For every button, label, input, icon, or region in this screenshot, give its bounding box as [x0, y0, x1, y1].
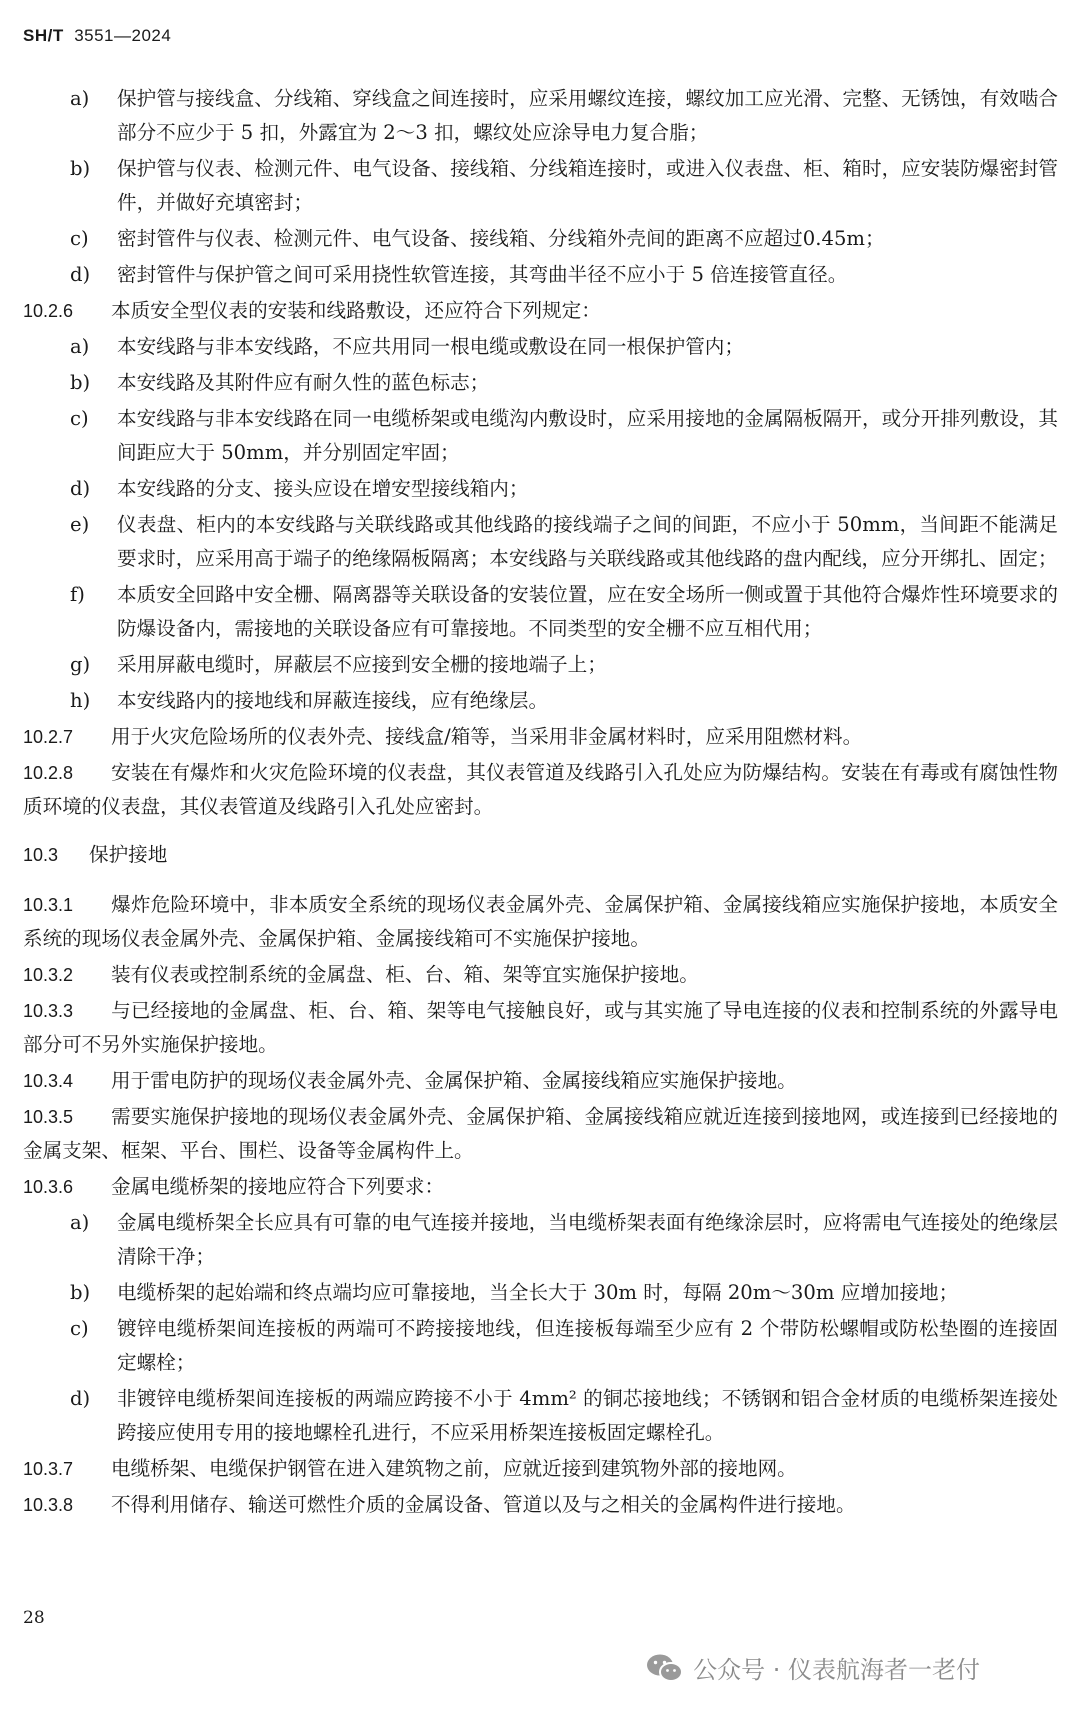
clause [23, 1064, 1058, 1098]
section-heading [23, 838, 1058, 872]
list-item-label: e) [70, 513, 90, 536]
list-item-text: 电缆桥架的起始端和终点端均应可靠接地，当全长大于 30m 时，每隔 20m～30m 应增加接地； [117, 1281, 959, 1304]
list-item [23, 1312, 1058, 1380]
list-item [23, 508, 1058, 576]
list-item-label: d) [70, 477, 91, 500]
section-title: 保护接地 [89, 843, 168, 866]
list-item-text: 镀锌电缆桥架间连接板的两端可不跨接接地线，但连接板每端至少应有 2 个带防松螺帽或防松垫圈的连接固定螺栓； [117, 1317, 1058, 1374]
list-item-label: b) [70, 157, 91, 180]
clause [23, 1100, 1058, 1168]
list-item-label: c) [70, 407, 89, 430]
list-item [23, 1276, 1058, 1310]
list-item [23, 648, 1058, 682]
clause-text: 与已经接地的金属盘、柜、台、箱、架等电气接触良好，或与其实施了导电连接的仪表和控制系统的外露导电部分可不另外实施保护接地。 [23, 999, 1058, 1056]
list-item-text: 保护管与仪表、检测元件、电气设备、接线箱、分线箱连接时，或进入仪表盘、柜、箱时，应安装防爆密封管件，并做好充填密封； [117, 157, 1058, 214]
list-item-text: 本安线路及其附件应有耐久性的蓝色标志； [117, 371, 490, 394]
clause-number: 10.3.3 [23, 1001, 74, 1021]
list-item-text: 保护管与接线盒、分线箱、穿线盒之间连接时，应采用螺纹连接，螺纹加工应光滑、完整、无锈蚀，有效啮合部分不应少于 5 扣，外露宜为 2～3 扣，螺纹处应涂导电力复合脂； [117, 87, 1058, 144]
list-item-label: c) [70, 1317, 89, 1340]
clause-text: 用于火灾危险场所的仪表外壳、接线盒/箱等，当采用非金属材料时，应采用阻燃材料。 [111, 725, 863, 748]
list-item [23, 82, 1058, 150]
list-item [23, 684, 1058, 718]
list-item-label: a) [70, 1211, 90, 1234]
standard-number: 3551—2024 [74, 26, 172, 45]
list-item-text: 密封管件与仪表、检测元件、电气设备、接线箱、分线箱外壳间的距离不应超过0.45m； [117, 227, 885, 250]
clause-number: 10.3.7 [23, 1459, 74, 1479]
clause [23, 294, 1058, 328]
clause-text: 需要实施保护接地的现场仪表金属外壳、金属保护箱、金属接线箱应就近连接到接地网，或连接到已经接地的金属支架、框架、平台、围栏、设备等金属构件上。 [23, 1105, 1058, 1162]
document-header [23, 26, 171, 46]
list-item [23, 366, 1058, 400]
wechat-icon [645, 1652, 685, 1684]
list-item [23, 258, 1058, 292]
list-item [23, 1382, 1058, 1450]
clause-text: 金属电缆桥架的接地应符合下列要求： [111, 1175, 445, 1198]
list-item-text: 本安线路内的接地线和屏蔽连接线，应有绝缘层。 [117, 689, 549, 712]
standard-code: SH/T [23, 26, 64, 45]
list-item-label: c) [70, 227, 89, 250]
clause-text: 本质安全型仪表的安装和线路敷设，还应符合下列规定： [111, 299, 601, 322]
list-item-text: 非镀锌电缆桥架间连接板的两端应跨接不小于 4mm² 的铜芯接地线；不锈钢和铝合金材质的电缆桥架连接处跨接应使用专用的接地螺栓孔进行，不应采用桥架连接板固定螺栓孔。 [117, 1387, 1058, 1444]
clause-text: 用于雷电防护的现场仪表金属外壳、金属保护箱、金属接线箱应实施保护接地。 [111, 1069, 797, 1092]
list-item [23, 402, 1058, 470]
clause [23, 720, 1058, 754]
list-item [23, 1206, 1058, 1274]
clause [23, 994, 1058, 1062]
list-item [23, 472, 1058, 506]
list-item-text: 本安线路的分支、接头应设在增安型接线箱内； [117, 477, 529, 500]
list-item-label: h) [70, 689, 91, 712]
watermark-text: 公众号 · 仪表航海者一老付 [693, 1656, 980, 1684]
document-body [23, 82, 1058, 1524]
clause [23, 1170, 1058, 1204]
list-item [23, 222, 1058, 256]
clause [23, 888, 1058, 956]
clause-number: 10.3.5 [23, 1107, 74, 1127]
clause-text: 安装在有爆炸和火灾危险环境的仪表盘，其仪表管道及线路引入孔处应为防爆结构。安装在有毒或有腐蚀性物质环境的仪表盘，其仪表管道及线路引入孔处应密封。 [23, 761, 1058, 818]
list-item-label: b) [70, 371, 91, 394]
clause-text: 爆炸危险环境中，非本质安全系统的现场仪表金属外壳、金属保护箱、金属接线箱应实施保护接地，本质安全系统的现场仪表金属外壳、金属保护箱、金属接线箱可不实施保护接地。 [23, 893, 1058, 950]
clause-number: 10.2.7 [23, 727, 74, 747]
list-item-label: a) [70, 335, 90, 358]
clause-number: 10.3.8 [23, 1495, 74, 1515]
clause-number: 10.3.6 [23, 1177, 74, 1197]
clause-number: 10.3.2 [23, 965, 74, 985]
clause-text: 不得利用储存、输送可燃性介质的金属设备、管道以及与之相关的金属构件进行接地。 [111, 1493, 856, 1516]
list-item-label: f) [70, 583, 85, 606]
section-number: 10.3 [23, 845, 59, 865]
list-item-text: 金属电缆桥架全长应具有可靠的电气连接并接地，当电缆桥架表面有绝缘涂层时，应将需电气连接处的绝缘层清除干净； [117, 1211, 1058, 1268]
watermark [645, 1650, 980, 1685]
list-item-text: 密封管件与保护管之间可采用挠性软管连接，其弯曲半径不应小于 5 倍连接管直径。 [117, 263, 848, 286]
page-number: 28 [23, 1608, 45, 1628]
list-item-label: d) [70, 263, 91, 286]
clause [23, 756, 1058, 824]
clause [23, 1452, 1058, 1486]
list-item-text: 本质安全回路中安全栅、隔离器等关联设备的安装位置，应在安全场所一侧或置于其他符合爆炸性环境要求的防爆设备内，需接地的关联设备应有可靠接地。不同类型的安全栅不应互相代用； [117, 583, 1058, 640]
list-item [23, 578, 1058, 646]
clause-number: 10.2.6 [23, 301, 74, 321]
list-item-label: d) [70, 1387, 91, 1410]
clause-text: 电缆桥架、电缆保护钢管在进入建筑物之前，应就近接到建筑物外部的接地网。 [111, 1457, 797, 1480]
list-item-label: b) [70, 1281, 91, 1304]
list-item [23, 152, 1058, 220]
list-item-label: g) [70, 653, 91, 676]
clause-number: 10.3.1 [23, 895, 74, 915]
clause-text: 装有仪表或控制系统的金属盘、柜、台、箱、架等宜实施保护接地。 [111, 963, 699, 986]
list-item-text: 本安线路与非本安线路，不应共用同一根电缆或敷设在同一根保护管内； [117, 335, 744, 358]
clause [23, 958, 1058, 992]
list-item [23, 330, 1058, 364]
clause-number: 10.2.8 [23, 763, 74, 783]
list-item-text: 仪表盘、柜内的本安线路与关联线路或其他线路的接线端子之间的间距，不应小于 50mm，当间距不能满足要求时，应采用高于端子的绝缘隔板隔离；本安线路与关联线路或其他线路的盘内配线，应分开绑扎、固定； [117, 513, 1058, 570]
clause-number: 10.3.4 [23, 1071, 74, 1091]
list-item-text: 采用屏蔽电缆时，屏蔽层不应接到安全栅的接地端子上； [117, 653, 607, 676]
list-item-label: a) [70, 87, 90, 110]
list-item-text: 本安线路与非本安线路在同一电缆桥架或电缆沟内敷设时，应采用接地的金属隔板隔开，或分开排列敷设，其间距应大于 50mm，并分别固定牢固； [117, 407, 1058, 464]
clause [23, 1488, 1058, 1522]
